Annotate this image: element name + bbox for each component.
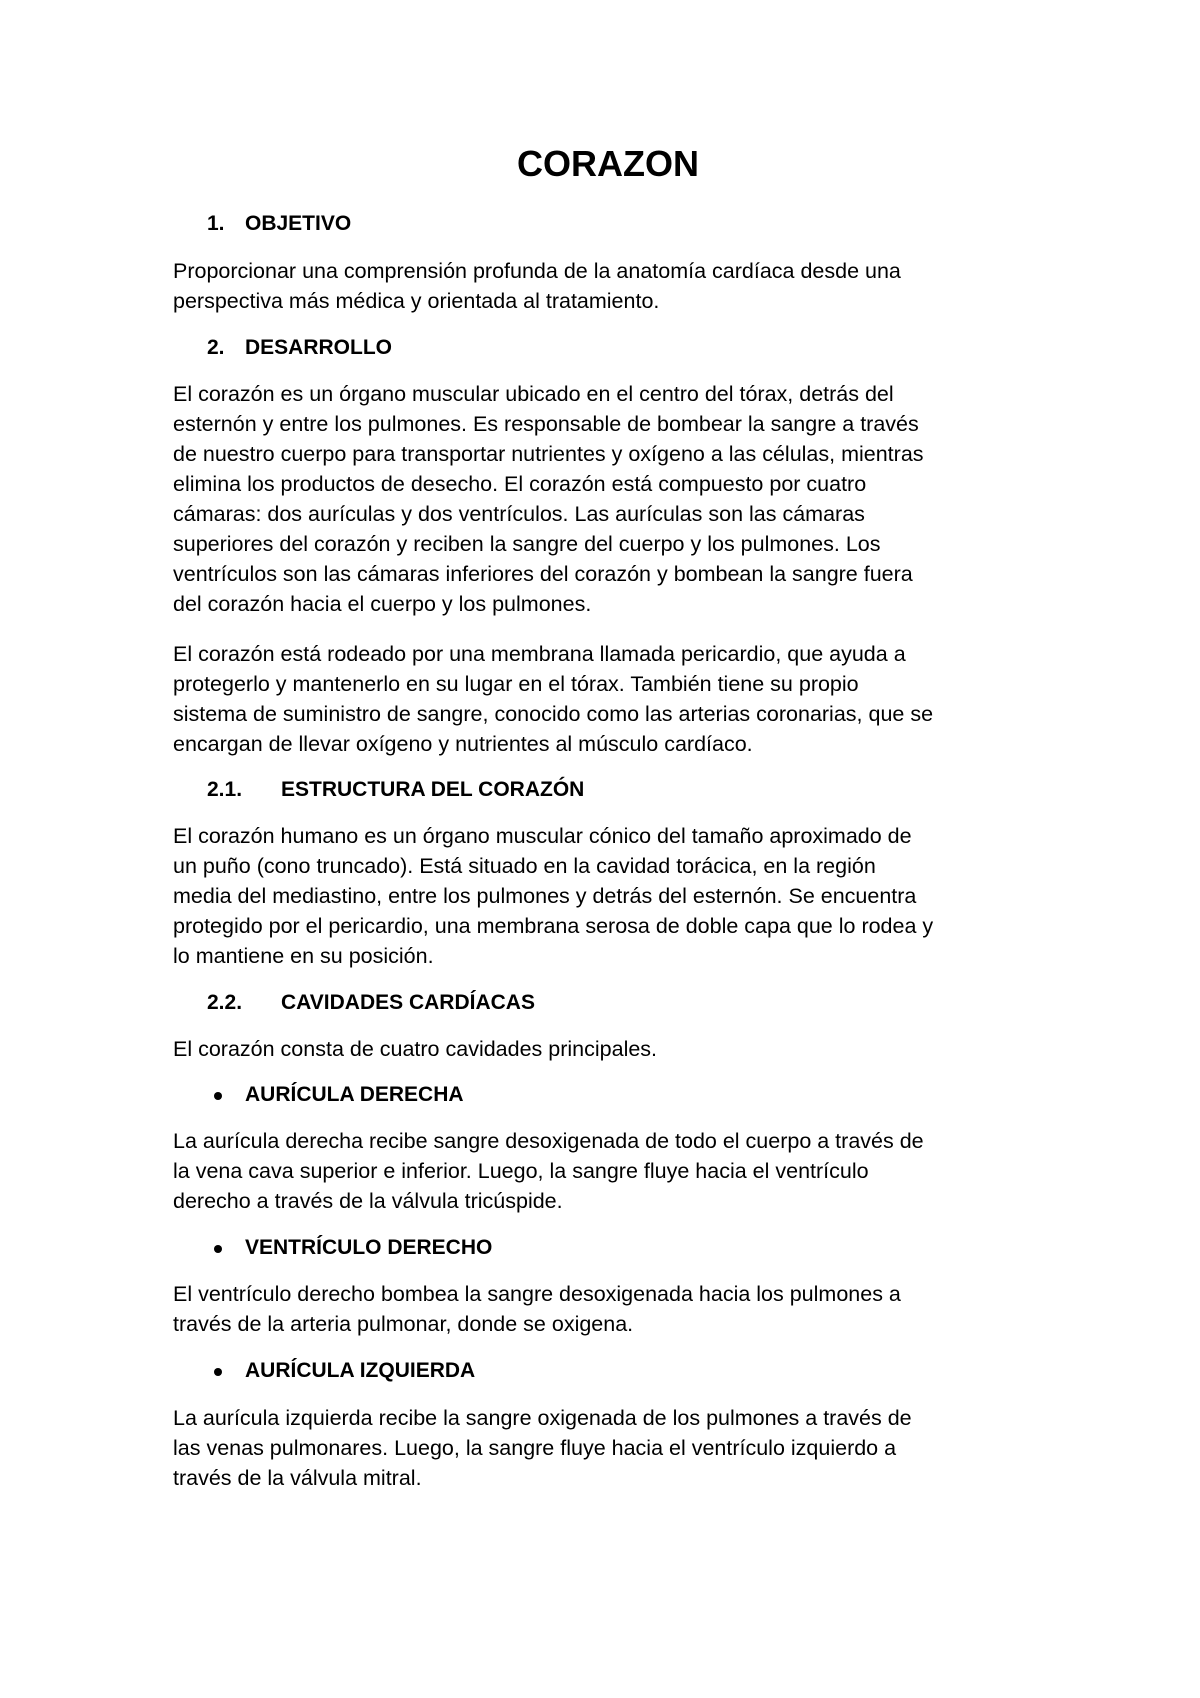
section-title: OBJETIVO xyxy=(245,212,352,235)
bullet-title: VENTRÍCULO DERECHO xyxy=(245,1236,493,1259)
text-line: perspectiva más médica y orientada al tratamiento. xyxy=(173,289,660,313)
text-line: El corazón está rodeado por una membrana llamada pericardio, que ayuda a xyxy=(173,642,906,666)
text-line: La aurícula izquierda recibe la sangre oxigenada de los pulmones a través de xyxy=(173,1406,912,1430)
text-line: La aurícula derecha recibe sangre desoxigenada de todo el cuerpo a través de xyxy=(173,1129,924,1153)
section-number: 2. xyxy=(207,336,225,359)
paragraph xyxy=(173,639,1053,759)
section-title: DESARROLLO xyxy=(245,336,392,359)
text-line: lo mantiene en su posición. xyxy=(173,944,434,968)
bullet-icon xyxy=(214,1368,222,1376)
paragraph xyxy=(173,1126,1053,1216)
bullet-icon xyxy=(214,1245,222,1253)
section-number: 1. xyxy=(207,212,225,235)
text-line: esternón y entre los pulmones. Es responsable de bombear la sangre a través xyxy=(173,412,919,436)
text-line: El corazón consta de cuatro cavidades principales. xyxy=(173,1037,658,1061)
text-line: superiores del corazón y reciben la sangre del cuerpo y los pulmones. Los xyxy=(173,532,881,556)
text-line: El corazón es un órgano muscular ubicado en el centro del tórax, detrás del xyxy=(173,382,894,406)
text-line: encargan de llevar oxígeno y nutrientes al músculo cardíaco. xyxy=(173,732,753,756)
text-line: Proporcionar una comprensión profunda de la anatomía cardíaca desde una xyxy=(173,259,901,283)
document-title: CORAZON xyxy=(517,143,699,184)
paragraph xyxy=(173,821,1053,971)
text-line: cámaras: dos aurículas y dos ventrículos. Las aurículas son las cámaras xyxy=(173,502,865,526)
text-line: ventrículos son las cámaras inferiores del corazón y bombean la sangre fuera xyxy=(173,562,913,586)
text-line: media del mediastino, entre los pulmones y detrás del esternón. Se encuentra xyxy=(173,884,917,908)
text-line: derecho a través de la válvula tricúspide. xyxy=(173,1189,563,1213)
section-number: 2.1. xyxy=(207,778,243,801)
text-line: sistema de suministro de sangre, conocido como las arterias coronarias, que se xyxy=(173,702,934,726)
text-line: elimina los productos de desecho. El corazón está compuesto por cuatro xyxy=(173,472,867,496)
section-title: CAVIDADES CARDÍACAS xyxy=(281,991,535,1014)
text-line: la vena cava superior e inferior. Luego, la sangre fluye hacia el ventrículo xyxy=(173,1159,869,1183)
text-line: través de la válvula mitral. xyxy=(173,1466,422,1490)
paragraph xyxy=(173,1279,1053,1339)
text-line: de nuestro cuerpo para transportar nutrientes y oxígeno a las células, mientras xyxy=(173,442,924,466)
text-line: del corazón hacia el cuerpo y los pulmones. xyxy=(173,592,592,616)
text-line: El ventrículo derecho bombea la sangre desoxigenada hacia los pulmones a xyxy=(173,1282,901,1306)
paragraph xyxy=(173,379,1053,619)
section-number: 2.2. xyxy=(207,991,243,1014)
text-line: protegido por el pericardio, una membrana serosa de doble capa que lo rodea y xyxy=(173,914,934,938)
bullet-icon xyxy=(214,1092,222,1100)
text-line: las venas pulmonares. Luego, la sangre fluye hacia el ventrículo izquierdo a xyxy=(173,1436,897,1460)
text-line: un puño (cono truncado). Está situado en la cavidad torácica, en la región xyxy=(173,854,876,878)
paragraph xyxy=(173,1403,1053,1493)
text-line: protegerlo y mantenerlo en su lugar en el tórax. También tiene su propio xyxy=(173,672,859,696)
paragraph xyxy=(173,1034,1053,1064)
text-line: El corazón humano es un órgano muscular cónico del tamaño aproximado de xyxy=(173,824,912,848)
section-title: ESTRUCTURA DEL CORAZÓN xyxy=(281,778,585,801)
text-line: través de la arteria pulmonar, donde se oxigena. xyxy=(173,1312,634,1336)
bullet-title: AURÍCULA IZQUIERDA xyxy=(245,1359,476,1382)
bullet-title: AURÍCULA DERECHA xyxy=(245,1083,464,1106)
paragraph xyxy=(173,256,1053,316)
